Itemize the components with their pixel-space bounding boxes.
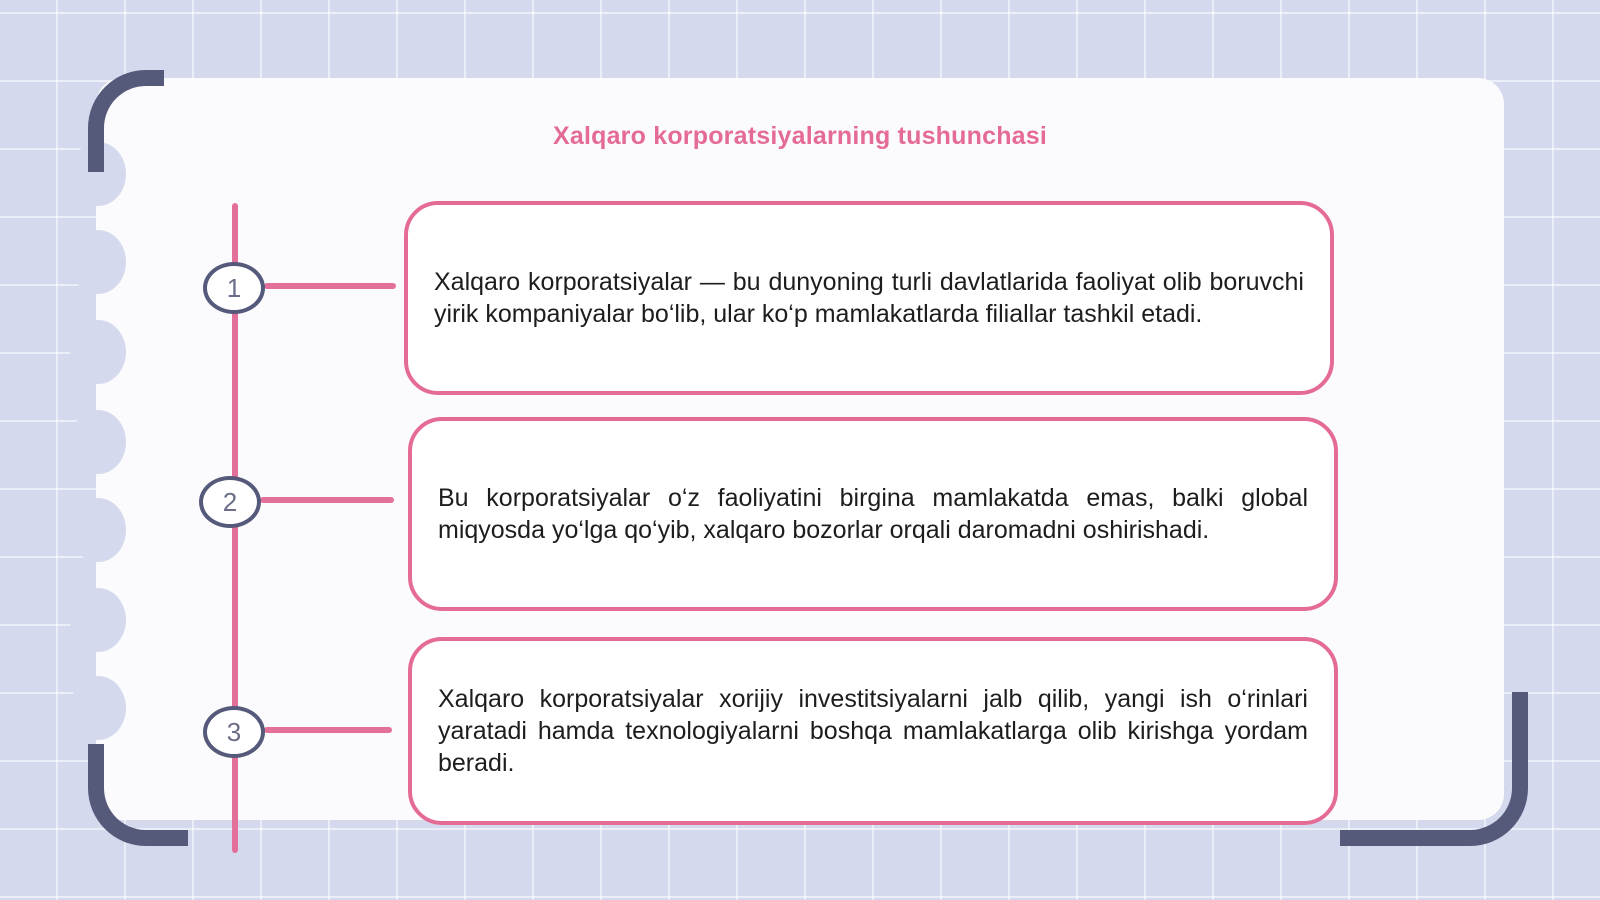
notebook-hole: [70, 588, 126, 652]
timeline-connector: [260, 497, 394, 503]
notebook-hole: [70, 230, 126, 294]
frame-corner-top-left: [88, 70, 164, 172]
notebook-hole: [70, 410, 126, 474]
notebook-hole: [70, 320, 126, 384]
timeline-connector: [264, 283, 396, 289]
frame-corner-bottom-left: [88, 744, 188, 846]
step-number-2: 2: [199, 476, 261, 528]
item-text-3: Xalqaro korporatsiyalar xorijiy investitsiyalarni jalb qilib, yangi ish o‘rinlari yaratadi hamda texnologiyalarni boshqa mamlakatlarga olib kirishga yordam beradi.: [438, 685, 1308, 777]
timeline-connector: [264, 727, 392, 733]
notebook-hole: [70, 676, 126, 740]
item-box-2: [408, 417, 1338, 611]
step-number-3: 3: [203, 706, 265, 758]
notebook-hole: [70, 498, 126, 562]
frame-corner-bottom-right: [1340, 692, 1528, 846]
item-box-1: [404, 201, 1334, 395]
step-number-1: 1: [203, 262, 265, 314]
item-text-2: Bu korporatsiyalar o‘z faoliyatini birgina mamlakatda emas, balki global miqyosda yo‘lga qo‘yib, xalqaro bozorlar orqali daromadni oshirishadi.: [438, 484, 1308, 544]
slide-title: Xalqaro korporatsiyalarning tushunchasi: [552, 122, 1048, 150]
item-text-1: Xalqaro korporatsiyalar — bu dunyoning turli davlatlarida faoliyat olib boruvchi yirik kompaniyalar bo‘lib, ular ko‘p mamlakatlarda filiallar tashkil etadi.: [434, 268, 1304, 328]
item-box-3: [408, 637, 1338, 825]
